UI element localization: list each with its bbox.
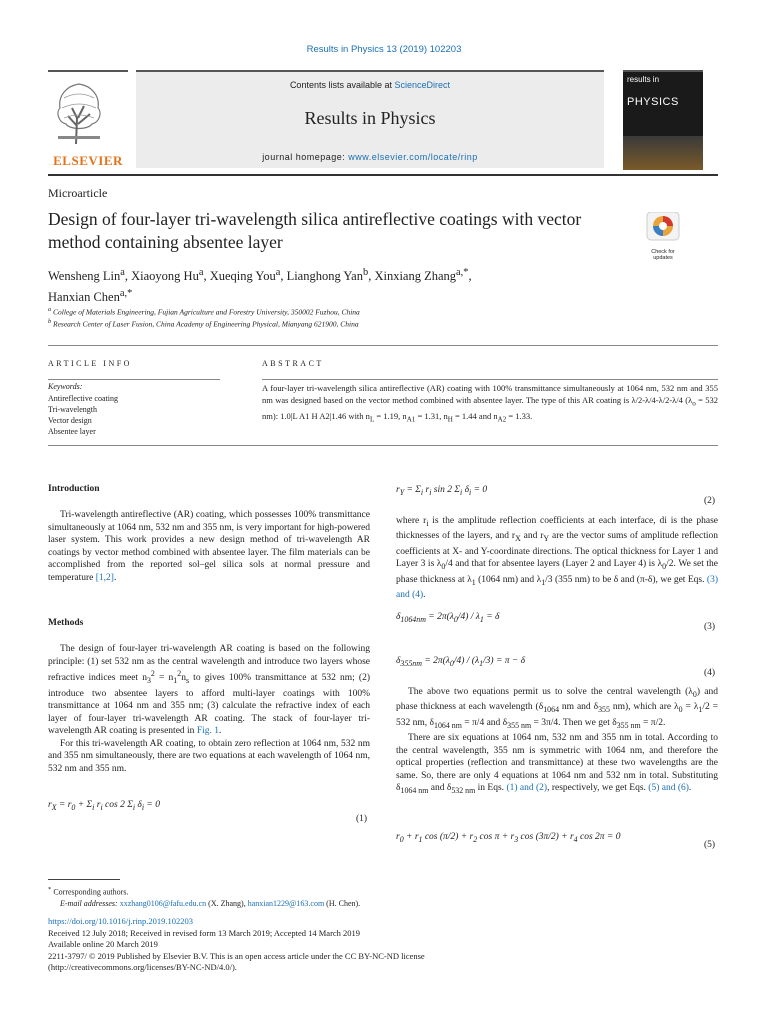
info-top-rule <box>48 345 718 346</box>
equation-4: $\delta_{355nm} = 2\pi(\lambda_0/4) / (\lambda_1/3) = \pi - \delta$ <box>396 656 526 668</box>
cover-stripe <box>623 136 703 170</box>
homepage-link[interactable]: www.elsevier.com/locate/rinp <box>348 152 478 162</box>
equation-5-number: (5) <box>704 840 716 850</box>
keywords-list <box>48 393 118 437</box>
abstract-rule <box>262 379 718 380</box>
methods-text <box>48 643 370 775</box>
equation-5: $r_0 + r_1$ $\cos (\pi/2) + r_2$ $\cos \pi + r_3$ $\cos (3\pi/2) + r_4$ cos 2π = 0 <box>396 832 621 844</box>
doi-link[interactable]: https://doi.org/10.1016/j.rinp.2019.102203 <box>48 916 194 926</box>
license-line-1: 2211-3797/ © 2019 Published by Elsevier B.V. This is an open access article under the CC BY-NC-ND license <box>48 950 425 961</box>
keywords-label: Keywords: <box>48 382 83 391</box>
equation-1: $r_X = r_0 + \Sigma_i$ $r_i$ cos 2 $\Sigma_i$ $\delta_i = 0$ <box>48 800 160 812</box>
keywords-rule <box>48 379 220 380</box>
article-info-heading: ARTICLE INFO <box>48 359 132 368</box>
equation-4-number: (4) <box>704 668 716 678</box>
masthead-rule <box>48 174 718 176</box>
masthead <box>48 70 718 170</box>
introduction-text: Tri-wavelength antireflective (AR) coating, which possesses 100% transmittance simultaneously at 1064 nm, 532 nm and 355 nm, is very important for high-powered laser system. This work provides a new design method of tri-wavelength AR coatings by vector method combined with absentee layer. The film materials can be accomplished from the reported sol–gel silica sols at normal pressure and temperature [1,2]. <box>48 510 370 583</box>
right-paragraph-2b: There are six equations at 1064 nm, 532 nm and 355 nm in total. According to the central wavelength, 355 nm is symmetric with 1064 nm, and therefore the optical properties (reflection and transmittance) at these two wavelengths are the same. So, there are only 4 equations at 1064 nm and 532 nm in total. Substituting $\delta_{1064 nm}$ and $\delta_{532 nm}$ in Eqs. (1) and (2), respectively, we get Eqs. (5) and (6). <box>396 733 718 796</box>
crossmark-badge[interactable] <box>643 212 683 261</box>
author-list: Wensheng Lin$^a$, Xiaoyong Hu$^a$, Xueqing You$^a$, Lianghong Yan$^b$, Xinxiang Zhang$^{a,*}$, Hanxian Chen$^{a,*}$ <box>48 267 472 305</box>
equation-2: $r_Y = \Sigma_i$ $r_i$ sin 2 $\Sigma_i$ $\delta_i = 0$ <box>396 485 488 497</box>
license-line-2: (http://creativecommons.org/licenses/BY-NC-ND/4.0/). <box>48 962 237 972</box>
abstract-text: A four-layer tri-wavelength silica antireflective (AR) coating with 100% transmittance simultaneously at 1064 nm, 532 nm and 355 nm was designed based on the vector method combined with absentee layer. The type of this AR coating is λ/2-λ/4-λ/2-λ/4 ($\lambda_o = 532$ nm): 1.0|L A1 H A2|1.46 with $n_L = 1.19$, $n_{A1} = 1.31$, $n_H = 1.44$ and $n_{A2} = 1.33$. <box>262 383 719 424</box>
affiliation-b: $^b$ Research Center of Laser Fusion, China Academy of Engineering Physical, Mianyang 621900, China <box>48 318 359 329</box>
right-paragraph-2 <box>396 686 718 798</box>
homepage-line <box>136 152 604 162</box>
right-paragraph-2a: The above two equations permit us to solve the central wavelength $(\lambda_0)$ and phase thickness at each wavelength ($\delta_{1064}$ nm and $\delta_{355}$ nm), which are $\lambda_0 = \lambda_1/2 = 532$ nm, $\delta_{1064 nm} = \pi/4$ and $\delta_{355 nm} = 3\pi/4$. Then we get $\delta_{355 nm} = \pi/2$. <box>396 687 718 730</box>
keyword-item: Absentee layer <box>48 427 96 436</box>
cover-line2: PHYSICS <box>627 96 679 108</box>
elsevier-logo[interactable] <box>48 70 128 168</box>
equation-2-number: (2) <box>704 496 716 506</box>
elsevier-tree-icon <box>48 78 110 146</box>
keyword-item: Vector design <box>48 416 92 425</box>
journal-title: Results in Physics <box>304 108 436 128</box>
abstract-bottom-rule <box>48 445 718 446</box>
abstract-heading: ABSTRACT <box>262 359 324 368</box>
right-paragraph-1: where $r_i$ is the amplitude reflection coefficients at each interface, di is the phase thicknesses of the layers, and $r_X$ and $r_Y$ are the vector sums of amplitude reflection coefficients at X- and Y-coordinate directions. The optical thickness for Layer 1 and Layer 3 is $\lambda_0/4$ and that for absentee layers (Layer 2 and Layer 4) is $\lambda_0/2$. We set the phase thickness at $\lambda_1$ (1064 nm) and $\lambda_1/3$ (355 nm) to be δ and (π-δ), we get Eqs. (3) and (4). <box>396 516 719 601</box>
affiliation-a: $^a$ College of Materials Engineering, Fujian Agriculture and Forestry University, 350002 Fuzhou, China <box>48 306 360 317</box>
journal-cover[interactable] <box>623 70 703 170</box>
sciencedirect-link[interactable]: ScienceDirect <box>394 80 451 90</box>
equation-1-number: (1) <box>356 814 368 824</box>
homepage-prefix: journal homepage: <box>262 152 346 162</box>
elsevier-wordmark: ELSEVIER <box>53 153 123 168</box>
article-footer <box>48 916 718 974</box>
journal-header-box <box>136 70 604 168</box>
methods-paragraph-1: The design of four-layer tri-wavelength AR coating is based on the following principle: (1) set 532 nm as the central wavelength and introduce two layers whose refractive indices meet $n_3^2 = n_1^2n_s$ to gives 100% transmittance at 532 nm; (2) introduce two absentee layers to afford multi-layer coatings with 100% transmittance at 1064 nm and 355 nm; (3) calculate the refractive index of each layer of four-layer tri-wavelength AR coating. The stack of four-layer tri-wavelength AR coating is presented in Fig. 1. <box>48 644 370 737</box>
article-title: Design of four-layer tri-wavelength silica antireflective coatings with vector method containing absentee layer <box>48 209 582 252</box>
corresponding-note: * Corresponding authors. <box>48 886 129 897</box>
email-note: E-mail addresses: xxzhang0106@fafu.edu.cn (X. Zhang), hanxian1229@163.com (H. Chen). <box>60 898 361 908</box>
keyword-item: Antireflective coating <box>48 394 118 403</box>
available-online: Available online 20 March 2019 <box>48 939 158 949</box>
methods-heading: Methods <box>48 618 84 628</box>
footnotes <box>48 884 718 909</box>
footnote-rule <box>48 879 120 880</box>
crossmark-label: Check for updates <box>651 249 675 261</box>
cover-line1: results in <box>627 75 660 84</box>
contents-prefix: Contents lists available at <box>289 80 392 90</box>
contents-line <box>136 80 604 90</box>
received-dates: Received 12 July 2018; Received in revised form 13 March 2019; Accepted 14 March 2019 <box>48 927 361 938</box>
journal-reference[interactable]: Results in Physics 13 (2019) 102203 <box>306 44 462 55</box>
methods-paragraph-2: For this tri-wavelength AR coating, to obtain zero reflection at 1064 nm, 532 nm and 355 nm simultaneously, there are two equations at each wavelength of 1064 nm, 532 nm and 355 nm. <box>48 738 370 774</box>
equation-3-number: (3) <box>704 622 716 632</box>
equation-3: $\delta_{1064nm} = 2\pi(\lambda_0/4) / \lambda_1 = \delta$ <box>396 612 500 624</box>
keyword-item: Tri-wavelength <box>48 405 98 414</box>
article-type: Microarticle <box>48 186 108 200</box>
introduction-heading: Introduction <box>48 484 100 494</box>
